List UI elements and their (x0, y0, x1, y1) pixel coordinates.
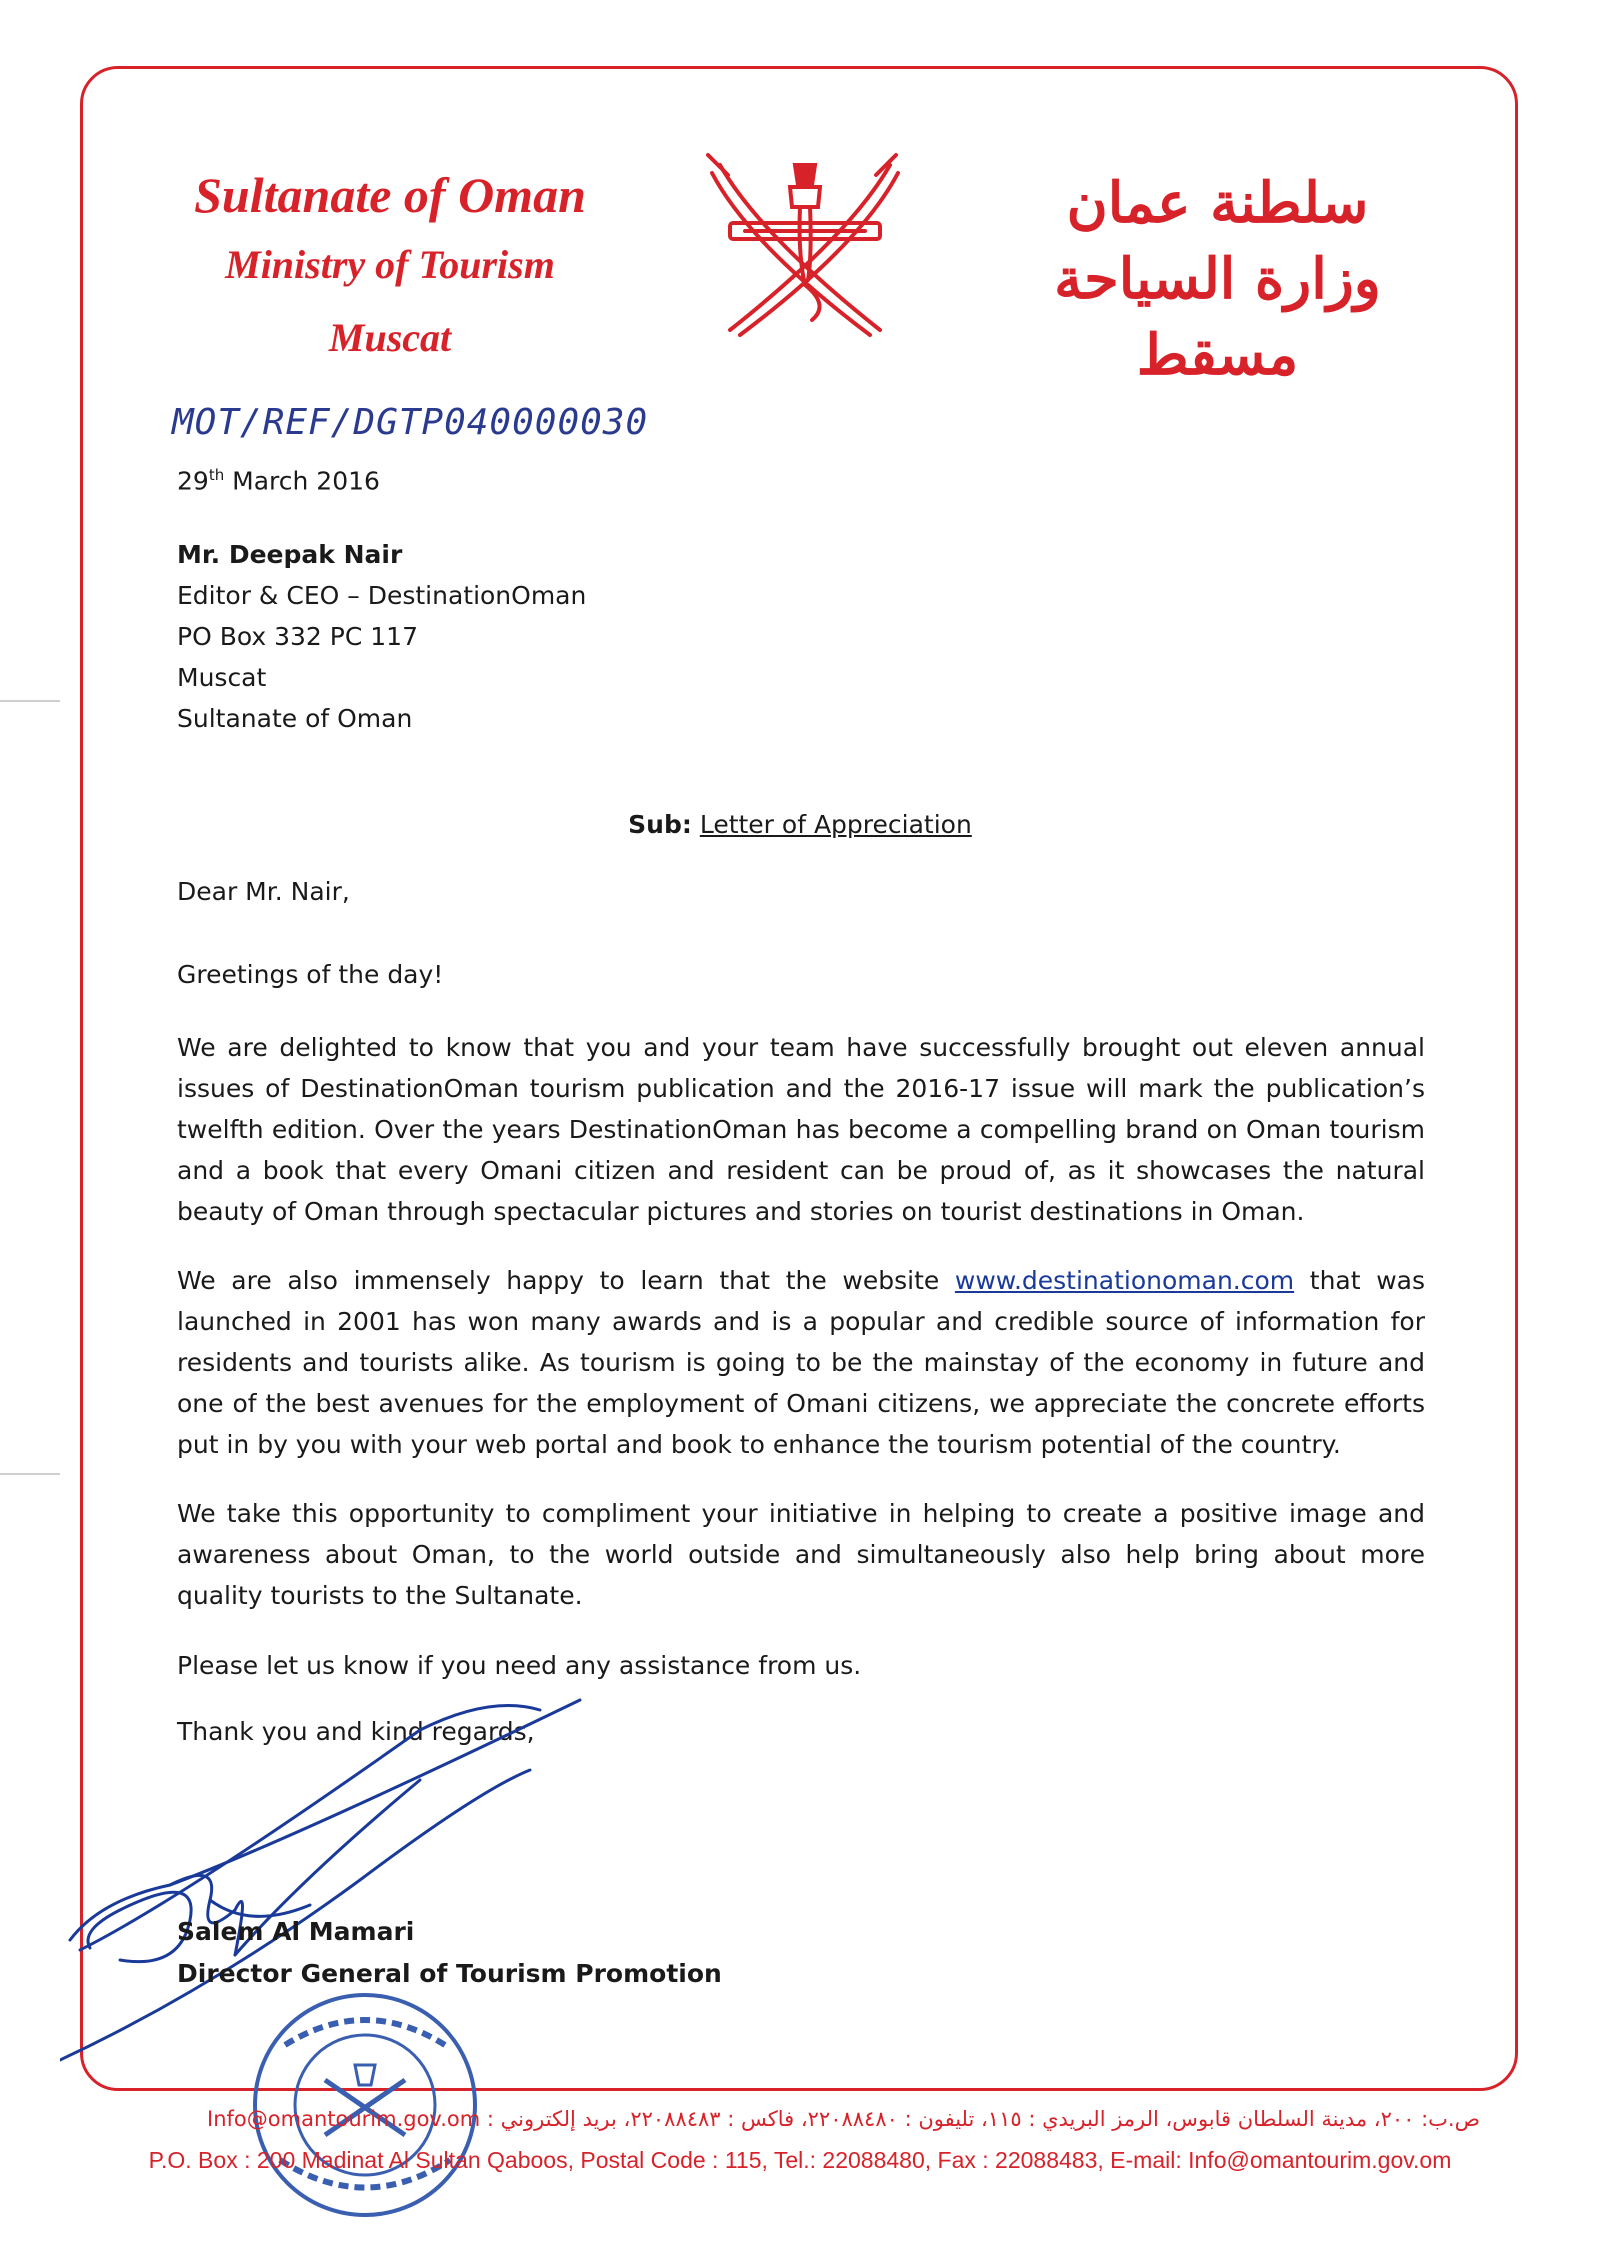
official-stamp-icon (245, 1985, 485, 2225)
date-suffix: th (208, 466, 225, 484)
recipient-address (177, 534, 586, 739)
paragraph-2 (177, 1260, 1425, 1465)
recipient-city: Muscat (177, 663, 267, 692)
website-link[interactable]: www.destinationoman.com (954, 1266, 1295, 1295)
recipient-name: Mr. Deepak Nair (177, 540, 403, 569)
letterhead-city: Muscat (328, 315, 452, 360)
subject-label: Sub: (628, 810, 692, 839)
letterhead-arabic-country: سلطنة عمان (1066, 170, 1369, 236)
paragraph-4: Please let us know if you need any assistance from us. (177, 1651, 862, 1680)
paragraph-2-end: that was launched in 2001 has won many awards and is a popular and credible source of information for residents and tourists alike. As tourism is going to be the mainstay of the economy in future and one of the best avenues for the employment of Omani citizens, we appreciate the concrete efforts put in by you with your web portal and book to enhance the tourism potential of the country. (177, 1266, 1425, 1459)
closing: Thank you and kind regards, (177, 1717, 535, 1746)
footer-arabic: ص.ب: ٢٠٠، مدينة السلطان قابوس، الرمز البريدي : ١١٥، تليفون : ٢٢٠٨٨٤٨٠، فاكس : ٢٢٠٨٨٤٨٣، بريد إلكتروني : Info@omantourim.gov.om (207, 2107, 1480, 2131)
scan-artifact (0, 1473, 60, 1475)
footer-english: P.O. Box : 200 Madinat Al Sultan Qaboos, Postal Code : 115, Tel.: 22088480, Fax : 22088483, E-mail: Info@omantourim.gov.om (148, 2147, 1452, 2173)
letterhead-english (150, 160, 630, 376)
paragraph-1: We are delighted to know that you and your team have successfully brought out eleven annual issues of DestinationOman tourism publication and the 2016-17 issue will mark the publication’s twelfth edition. Over the years DestinationOman has become a compelling brand on Oman tourism and a book that every Omani citizen and resident can be proud of, as it showcases the natural beauty of Oman through spectacular pictures and stories on tourist destinations in Oman. (177, 1033, 1425, 1226)
letterhead-country: Sultanate of Oman (194, 167, 586, 223)
paragraph-3: We take this opportunity to compliment your initiative in helping to create a positive image and awareness about Oman, to the world outside and simultaneously also help bring about more quality tourists to the Sultanate. (177, 1499, 1425, 1610)
date-day: 29 (177, 466, 209, 496)
reference-number: MOT/REF/DGTP040000030 (172, 402, 649, 443)
letterhead-ministry: Ministry of Tourism (225, 242, 555, 287)
khanjar-emblem-icon (700, 145, 910, 340)
letter-date (177, 466, 380, 495)
letterhead-arabic-city: مسقط (1136, 322, 1299, 388)
signatory-title: Director General of Tourism Promotion (177, 1959, 722, 1988)
signatory-name: Salem Al Mamari (177, 1917, 415, 1946)
letterhead-arabic (1015, 165, 1420, 393)
subject-title: Letter of Appreciation (699, 810, 972, 839)
salutation: Dear Mr. Nair, (177, 877, 350, 906)
greeting: Greetings of the day! (177, 960, 444, 989)
paragraph-2-start: We are also immensely happy to learn that the website (177, 1266, 955, 1295)
scan-artifact (0, 700, 60, 702)
subject-line (0, 810, 1600, 839)
recipient-pobox: PO Box 332 PC 117 (177, 622, 418, 651)
recipient-country: Sultanate of Oman (177, 704, 413, 733)
letterhead-arabic-ministry: وزارة السياحة (1054, 246, 1381, 312)
recipient-title: Editor & CEO – DestinationOman (177, 581, 587, 610)
date-rest: March 2016 (224, 466, 380, 496)
